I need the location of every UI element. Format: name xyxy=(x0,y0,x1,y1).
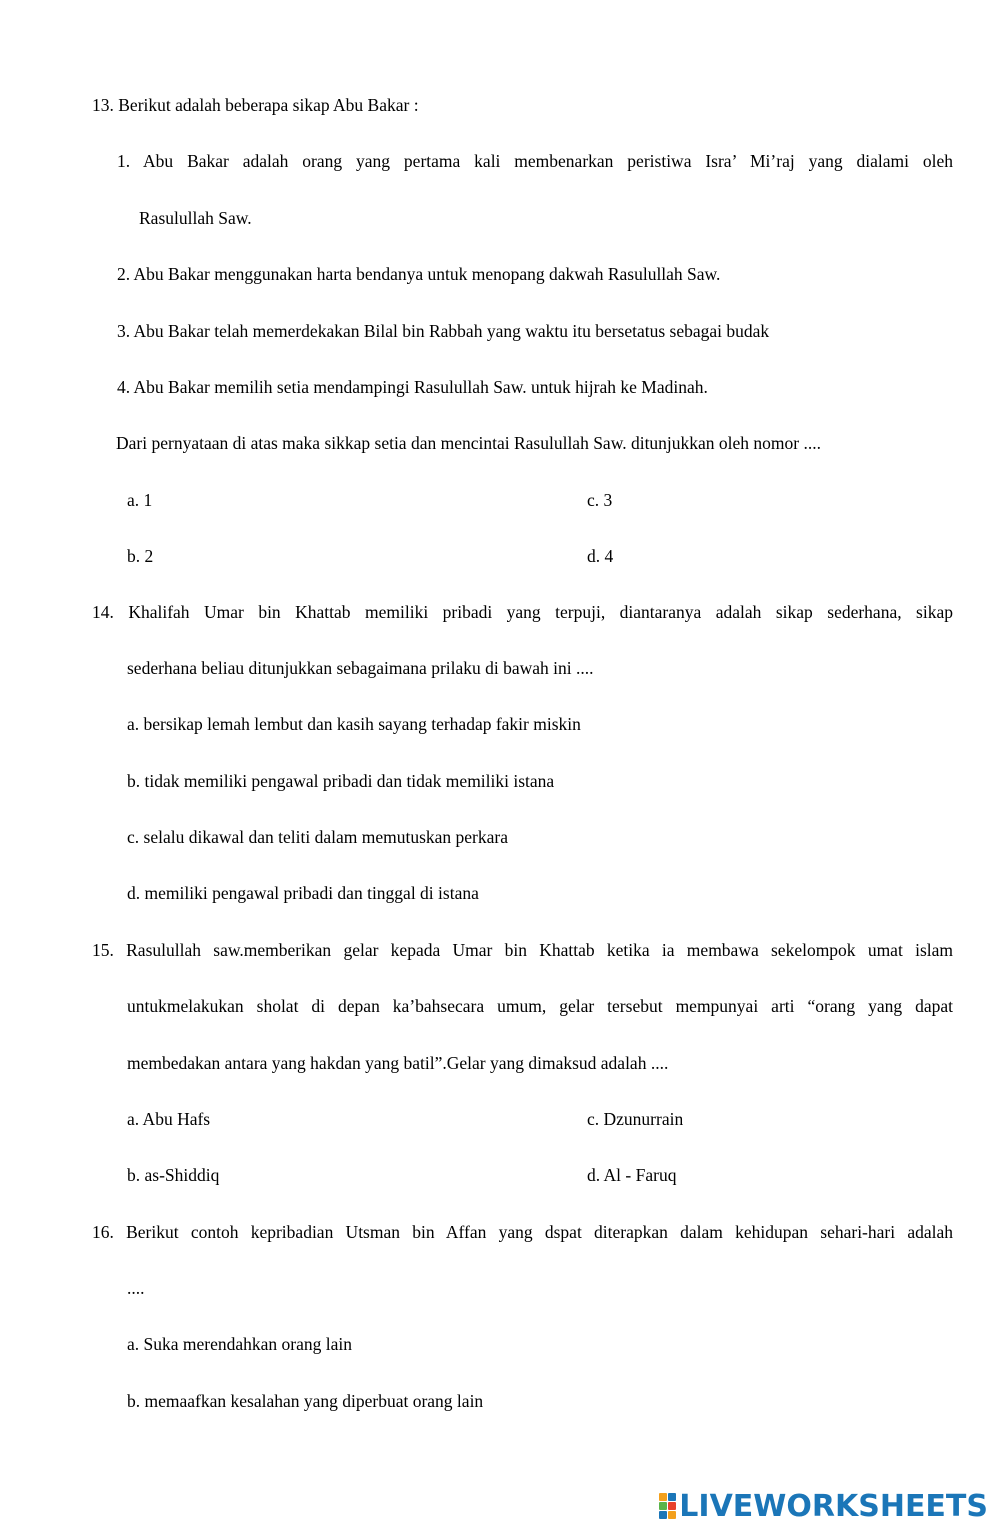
question-13-option-b[interactable]: b. 2 xyxy=(127,546,154,566)
question-16-stem-continued: .... xyxy=(127,1278,145,1298)
question-13-option-c[interactable]: c. 3 xyxy=(587,490,613,510)
question-13-option-a[interactable]: a. 1 xyxy=(127,490,153,510)
question-13-stem: 13. Berikut adalah beberapa sikap Abu Bakar : xyxy=(92,95,419,115)
question-15-stem-line-3: membedakan antara yang hakdan yang batil”.Gelar yang dimaksud adalah .... xyxy=(127,1053,669,1073)
question-13-item-2: 2. Abu Bakar menggunakan harta bendanya untuk menopang dakwah Rasulullah Saw. xyxy=(117,264,721,284)
question-15-stem: 15. Rasulullah saw.memberikan gelar kepada Umar bin Khattab ketika ia membawa sekelompok umat islam xyxy=(92,940,953,960)
question-13-item-1-continued: Rasulullah Saw. xyxy=(139,208,252,228)
question-15-option-c[interactable]: c. Dzunurrain xyxy=(587,1109,684,1129)
question-13-prompt: Dari pernyataan di atas maka sikkap setia dan mencintai Rasulullah Saw. ditunjukkan oleh nomor .... xyxy=(116,433,821,453)
liveworksheets-logo-icon xyxy=(659,1493,676,1519)
question-14-stem-continued: sederhana beliau ditunjukkan sebagaimana prilaku di bawah ini .... xyxy=(127,658,594,678)
question-14-option-b[interactable]: b. tidak memiliki pengawal pribadi dan tidak memiliki istana xyxy=(127,771,555,791)
question-14-option-a[interactable]: a. bersikap lemah lembut dan kasih sayang terhadap fakir miskin xyxy=(127,714,581,734)
question-13-item-1: 1. Abu Bakar adalah orang yang pertama kali membenarkan peristiwa Isra’ Mi’raj yang dialami oleh xyxy=(117,151,953,171)
question-16-option-b[interactable]: b. memaafkan kesalahan yang diperbuat orang lain xyxy=(127,1391,484,1411)
question-14-stem: 14. Khalifah Umar bin Khattab memiliki pribadi yang terpuji, diantaranya adalah sikap sederhana, sikap xyxy=(92,602,953,622)
question-14-option-d[interactable]: d. memiliki pengawal pribadi dan tinggal di istana xyxy=(127,883,479,903)
question-13-item-4: 4. Abu Bakar memilih setia mendampingi Rasulullah Saw. untuk hijrah ke Madinah. xyxy=(117,377,708,397)
liveworksheets-logo xyxy=(659,1487,988,1525)
question-13-item-3: 3. Abu Bakar telah memerdekakan Bilal bin Rabbah yang waktu itu bersetatus sebagai budak xyxy=(117,321,770,341)
question-13-option-d[interactable]: d. 4 xyxy=(587,546,614,566)
question-16-stem: 16. Berikut contoh kepribadian Utsman bin Affan yang dspat diterapkan dalam kehidupan sehari-hari adalah xyxy=(92,1222,953,1242)
question-15-option-a[interactable]: a. Abu Hafs xyxy=(127,1109,211,1129)
question-15-stem-line-2: untukmelakukan sholat di depan ka’bahsecara umum, gelar tersebut mempunyai arti “orang yang dapat xyxy=(127,996,953,1016)
question-15-option-d[interactable]: d. Al - Faruq xyxy=(587,1165,677,1185)
liveworksheets-logo-text: LIVEWORKSHEETS xyxy=(679,1488,988,1524)
question-15-option-b[interactable]: b. as-Shiddiq xyxy=(127,1165,220,1185)
question-14-option-c[interactable]: c. selalu dikawal dan teliti dalam memutuskan perkara xyxy=(127,827,508,847)
question-16-option-a[interactable]: a. Suka merendahkan orang lain xyxy=(127,1334,352,1354)
